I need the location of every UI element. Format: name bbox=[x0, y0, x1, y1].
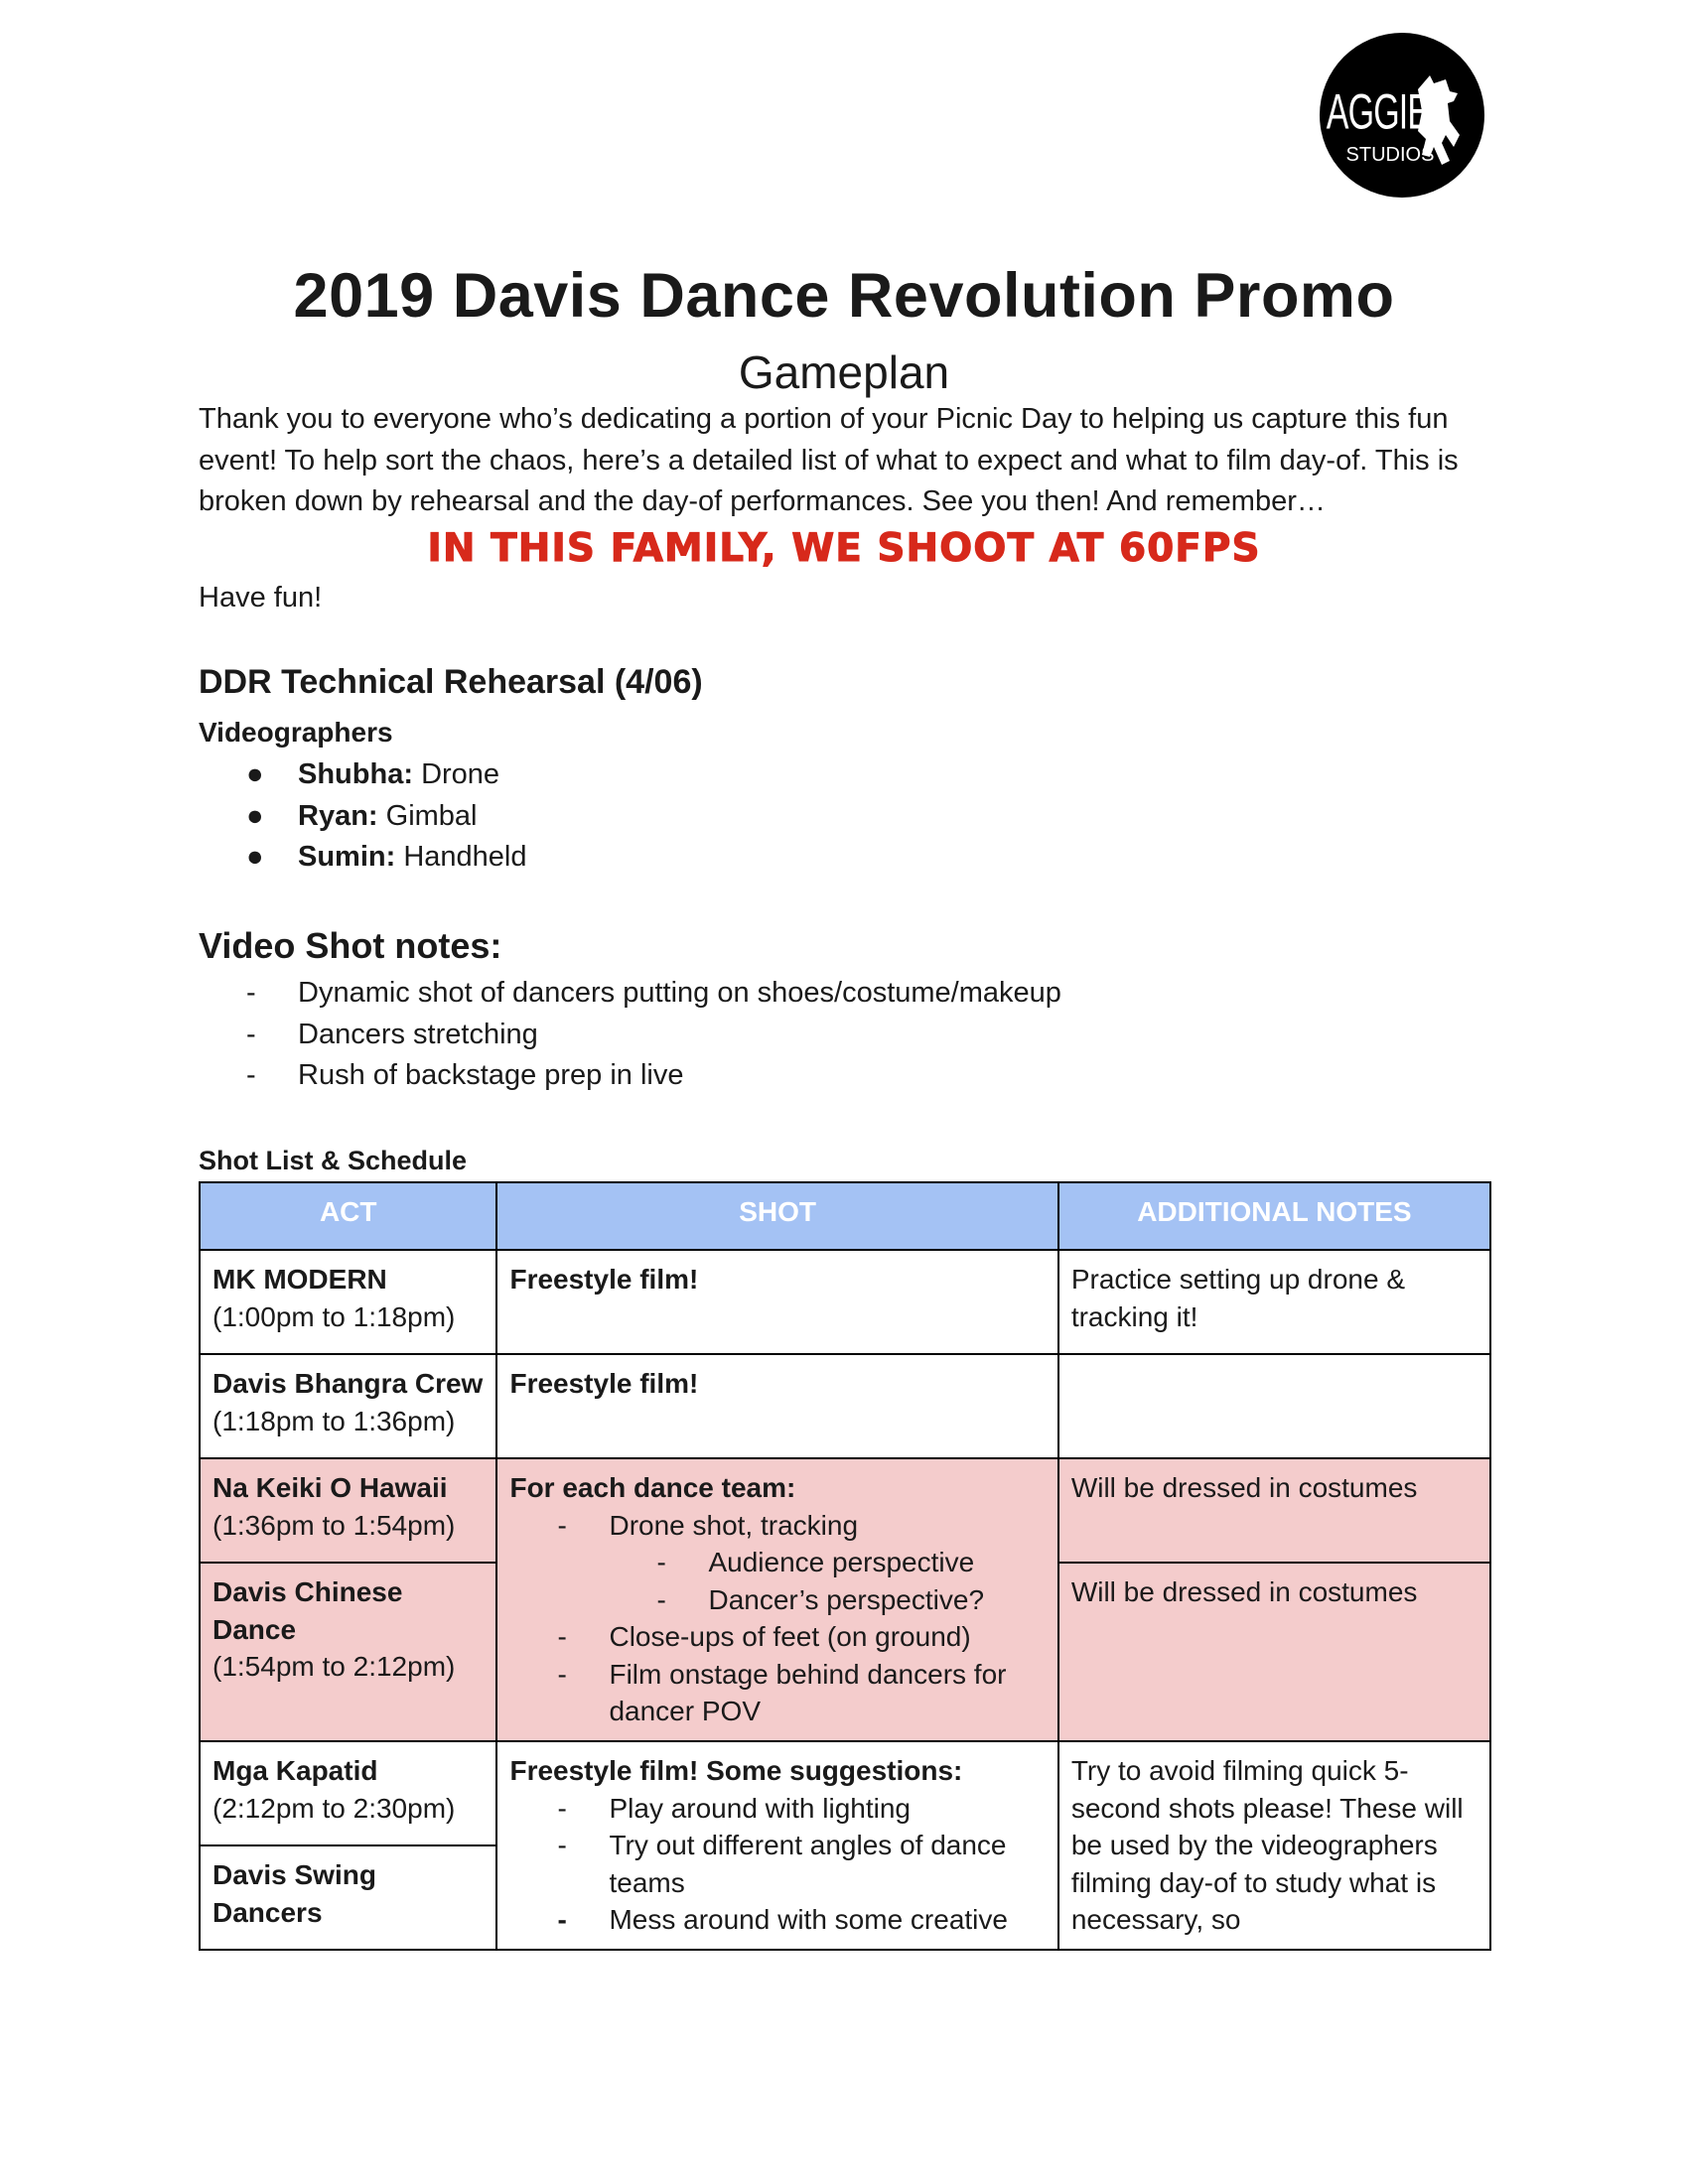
list-item: ● Ryan: Gimbal bbox=[246, 799, 478, 832]
page-title: 2019 Davis Dance Revolution Promo bbox=[293, 261, 1395, 331]
act-cell: Davis Swing Dancers bbox=[200, 1845, 496, 1950]
table-row bbox=[200, 1741, 1490, 1845]
logo-text-studios: STUDIOS bbox=[1345, 144, 1435, 166]
table-row bbox=[200, 1250, 1490, 1354]
shot-cell: Freestyle film! Some suggestions: - Play around with lighting - Try out different angles of dance teams - Mess around with some creative bbox=[496, 1741, 1057, 1950]
shot-cell: Freestyle film! bbox=[496, 1354, 1057, 1458]
act-cell: Na Keiki O Hawaii (1:36pm to 1:54pm) bbox=[200, 1458, 496, 1563]
act-cell: Davis Chinese Dance (1:54pm to 2:12pm) bbox=[200, 1563, 496, 1741]
intro-paragraph: Thank you to everyone who’s dedicating a portion of your Picnic Day to helping us capture this fun event! To help sort the chaos, here’s a detailed list of what to expect and what to film day-of. This is broken down by rehearsal and the day-of performances. See you then! And remember… bbox=[199, 403, 1459, 517]
page-subtitle: Gameplan bbox=[738, 346, 950, 398]
act-cell: Mga Kapatid (2:12pm to 2:30pm) bbox=[200, 1741, 496, 1845]
table-header-row bbox=[200, 1182, 1490, 1250]
act-cell: MK MODERN (1:00pm to 1:18pm) bbox=[200, 1250, 496, 1354]
list-item: ● Shubha: Drone bbox=[246, 758, 500, 790]
videographers-label: Videographers bbox=[199, 717, 393, 748]
list-item: - Dynamic shot of dancers putting on shoes/costume/makeup bbox=[246, 977, 1061, 1009]
aggie-studios-logo bbox=[1319, 32, 1485, 199]
header-notes: ADDITIONAL NOTES bbox=[1058, 1182, 1490, 1250]
notes-cell: Try to avoid filming quick 5-second shots please! These will be used by the videographers filming day-of to study what is necessary, so bbox=[1058, 1741, 1490, 1950]
shot-cell: Freestyle film! bbox=[496, 1250, 1057, 1354]
header-shot: SHOT bbox=[496, 1182, 1057, 1250]
list-item: ● Sumin: Handheld bbox=[246, 841, 527, 873]
notes-cell bbox=[1058, 1354, 1490, 1458]
list-item: - Rush of backstage prep in live bbox=[246, 1059, 684, 1091]
shot-list-title: Shot List & Schedule bbox=[199, 1146, 468, 1175]
logo-text-aggie: AGGIE bbox=[1326, 84, 1430, 141]
notes-cell: Will be dressed in costumes bbox=[1058, 1458, 1490, 1563]
header-act: ACT bbox=[200, 1182, 496, 1250]
notes-cell: Will be dressed in costumes bbox=[1058, 1563, 1490, 1741]
table-row bbox=[200, 1458, 1490, 1563]
table-row bbox=[200, 1354, 1490, 1458]
act-cell: Davis Bhangra Crew (1:18pm to 1:36pm) bbox=[200, 1354, 496, 1458]
shot-notes-list bbox=[199, 973, 1061, 1097]
shot-cell: For each dance team: - Drone shot, tracking - Audience perspective - Dancer’s perspective? - Close-ups of feet (on ground) - Film onstage behind dancers for dancer POV bbox=[496, 1458, 1057, 1741]
notes-cell: Practice setting up drone & tracking it! bbox=[1058, 1250, 1490, 1354]
fps-banner: IN THIS FAMILY, WE SHOOT AT 60FPS bbox=[427, 526, 1261, 571]
rehearsal-heading: DDR Technical Rehearsal (4/06) bbox=[199, 663, 703, 701]
have-fun-text: Have fun! bbox=[199, 582, 323, 614]
shot-notes-heading: Video Shot notes: bbox=[199, 925, 502, 966]
videographers-list bbox=[199, 754, 527, 879]
schedule-table bbox=[199, 1181, 1491, 1951]
list-item: - Dancers stretching bbox=[246, 1018, 538, 1050]
